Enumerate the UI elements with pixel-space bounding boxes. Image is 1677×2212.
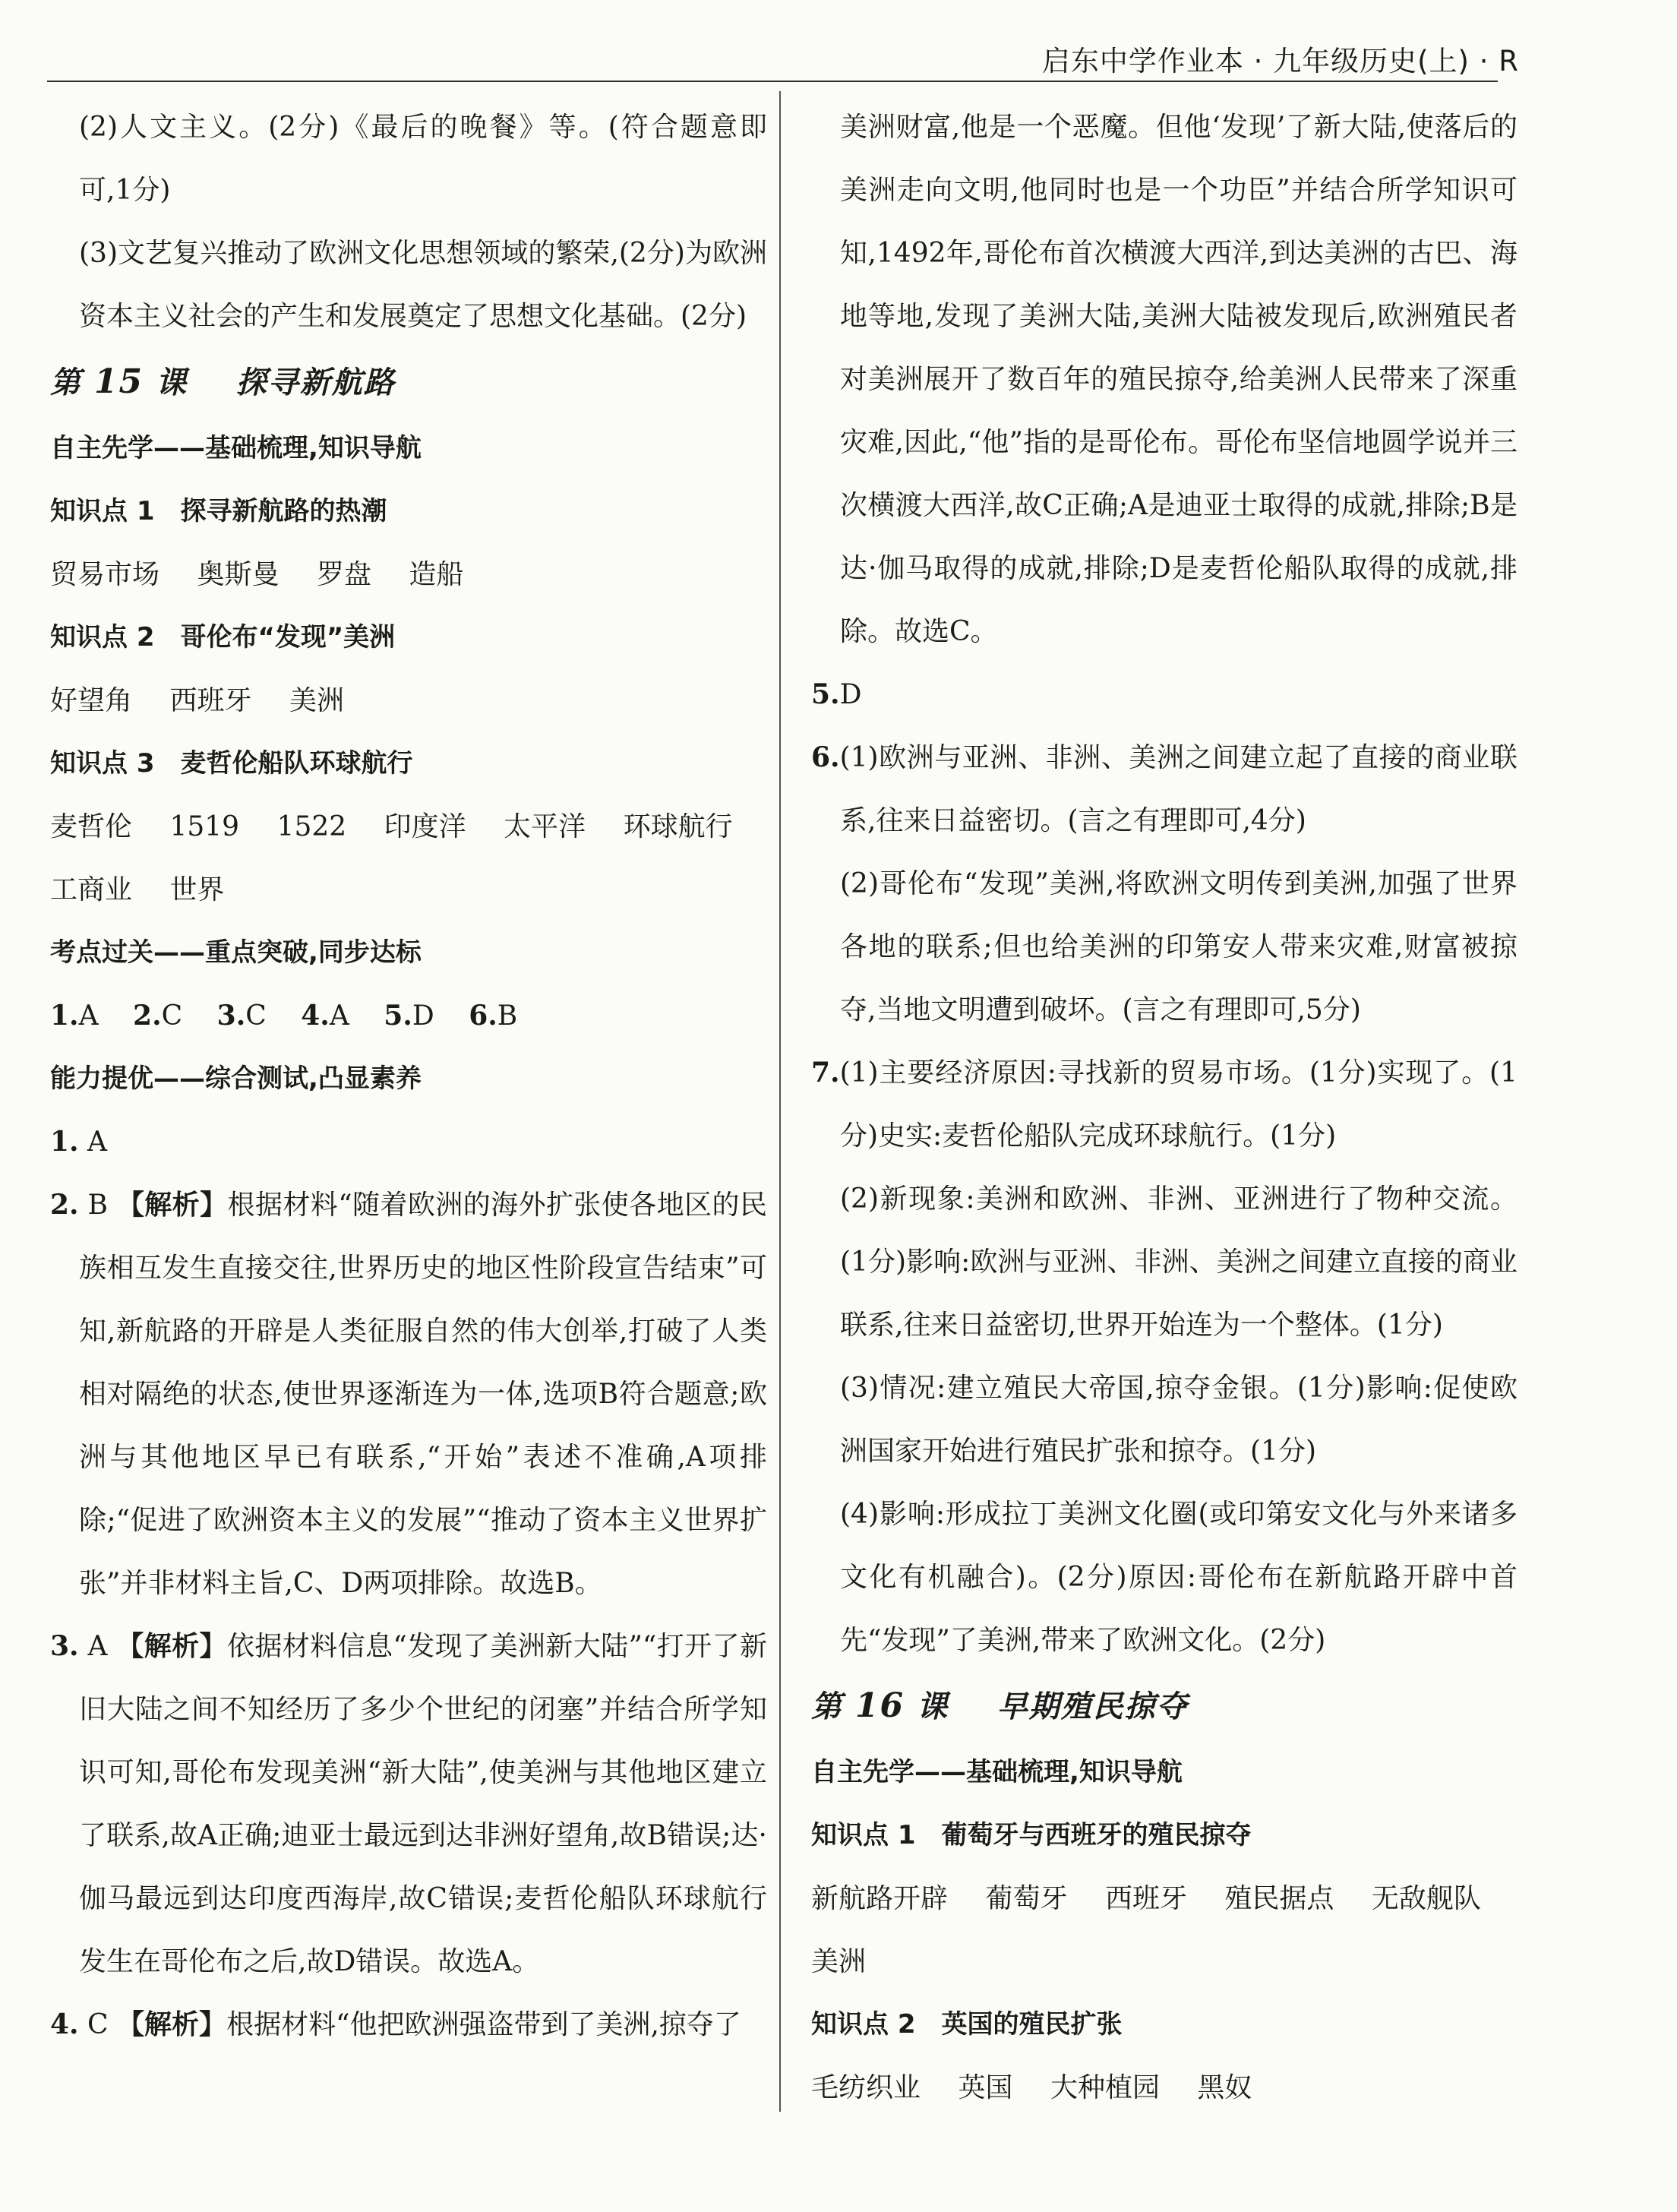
kp3-terms-line-2 — [50, 858, 767, 921]
term: 葡萄牙 — [985, 1883, 1068, 1914]
answer-item — [133, 1000, 182, 1032]
lesson-15-heading — [50, 348, 767, 417]
section-self-study: 自主先学——基础梳理,知识导航 — [50, 433, 422, 463]
section-exam-points: 考点过关——重点突破,同步达标 — [50, 937, 422, 968]
analysis-text: 根据材料“随着欧洲的海外扩张使各地区的民族相互发生直接交往,世界历史的地区性阶段宣告结束”可知,新航路的开辟是人类征服自然的伟大创举,打破了人类相对隔绝的状态,使世界逐渐连为一体,选项B符合题意;欧洲与其他地区早已有联系,“开始”表述不准确,A项排除;“促进了欧洲资本主义的发展”“推动了资本主义世界扩张”并非材料主旨,C、D两项排除。故选B。 — [79, 1190, 767, 1599]
column-divider — [779, 91, 781, 2112]
lesson-number: 15 — [93, 362, 144, 401]
ability-q1 — [50, 1111, 767, 1174]
left-column — [50, 96, 767, 2056]
ability-q7-1 — [811, 1041, 1518, 1168]
answer-letter: B — [497, 1000, 518, 1032]
term: 奥斯曼 — [197, 559, 280, 590]
ability-q4 — [50, 1993, 767, 2056]
analysis-label: 【解析】 — [117, 2009, 227, 2040]
knowledge-point-1: 知识点 1 葡萄牙与西班牙的殖民掠夺 — [811, 1820, 1252, 1850]
lesson-suffix: 课 — [917, 1689, 949, 1724]
answer-item — [469, 1000, 517, 1032]
term: 罗盘 — [316, 559, 371, 590]
question-answer: A — [87, 1127, 108, 1158]
question-answer: A — [87, 1631, 108, 1662]
question-number: 5. — [811, 678, 840, 710]
lesson-prefix: 第 — [50, 365, 82, 400]
question-number: 3. — [50, 1630, 79, 1662]
question-answer: D — [839, 679, 862, 710]
kp1-terms-line-2 — [811, 1930, 1518, 1993]
sub-answer: (1)主要经济原因:寻找新的贸易市场。(1分)实现了。(1分)史实:麦哲伦船队完成环球航行。(1分) — [839, 1057, 1518, 1152]
term: 造船 — [409, 559, 464, 590]
term: 麦哲伦 — [50, 811, 133, 842]
answer-number: 1. — [50, 1000, 79, 1032]
term: 贸易市场 — [50, 559, 160, 590]
answer-item — [384, 1000, 434, 1032]
ability-q4-continued: 美洲财富,他是一个恶魔。但他‘发现’了新大陆,使落后的美洲走向文明,他同时也是一个功臣”并结合所学知识可知,1492年,哥伦布首次横渡大西洋,到达美洲的古巴、海地等地,发现了美洲大陆,美洲大陆被发现后,欧洲殖民者对美洲展开了数百年的殖民掠夺,给美洲人民带来了深重灾难,因此,“他”指的是哥伦布。哥伦布坚信地圆学说并三次横渡大西洋,故C正确;A是迪亚士取得的成就,排除;B是达·伽马取得的成就,排除;D是麦哲伦船队取得的成就,排除。故选C。 — [840, 112, 1518, 647]
lesson-number: 16 — [854, 1686, 905, 1725]
kp3-terms-line-1 — [50, 795, 767, 858]
analysis-label: 【解析】 — [116, 1190, 228, 1221]
right-column — [811, 96, 1518, 2119]
answer-letter: D — [412, 1000, 434, 1032]
section-self-study: 自主先学——基础梳理,知识导航 — [811, 1757, 1183, 1787]
knowledge-point-2: 知识点 2 哥伦布“发现”美洲 — [50, 622, 396, 653]
term: 大种植园 — [1050, 2072, 1160, 2103]
answer-letter: A — [78, 1000, 99, 1032]
term: 黑奴 — [1197, 2072, 1252, 2103]
page-header-title: 启东中学作业本 · 九年级历史(上) · R — [1041, 45, 1519, 77]
ability-q5 — [811, 663, 1518, 726]
sub-answer: (1)欧洲与亚洲、非洲、美洲之间建立起了直接的商业联系,往来日益密切。(言之有理即可,4分) — [839, 742, 1518, 836]
term: 环球航行 — [623, 811, 733, 842]
kp1-terms — [50, 543, 767, 606]
header-rule — [47, 81, 1498, 82]
ability-q7-2: (2)新现象:美洲和欧洲、非洲、亚洲进行了物种交流。(1分)影响:欧洲与亚洲、非洲、美洲之间建立直接的商业联系,往来日益密切,世界开始连为一个整体。(1分) — [840, 1183, 1518, 1341]
question-number: 2. — [50, 1189, 79, 1221]
analysis-label: 【解析】 — [116, 1631, 227, 1662]
answer-letter: A — [329, 1000, 349, 1032]
term: 好望角 — [50, 685, 133, 716]
term: 世界 — [169, 874, 225, 905]
term: 西班牙 — [1104, 1883, 1187, 1914]
section-ability: 能力提优——综合测试,凸显素养 — [50, 1063, 422, 1094]
answer-letter: C — [161, 1000, 183, 1032]
kp1-terms-line-1 — [811, 1867, 1518, 1930]
lesson-title: 探寻新航路 — [235, 365, 396, 400]
question-number: 4. — [50, 2008, 79, 2040]
term: 毛纺织业 — [811, 2072, 921, 2103]
knowledge-point-2: 知识点 2 英国的殖民扩张 — [811, 2009, 1123, 2040]
knowledge-point-1: 知识点 1 探寻新航路的热潮 — [50, 496, 387, 526]
term: 英国 — [958, 2072, 1013, 2103]
answer-number: 5. — [384, 1000, 412, 1032]
term: 无敌舰队 — [1371, 1883, 1481, 1914]
term: 新航路开辟 — [811, 1883, 949, 1914]
answer-item — [301, 1000, 349, 1032]
term: 太平洋 — [504, 811, 586, 842]
ability-q7-3: (3)情况:建立殖民大帝国,掠夺金银。(1分)影响:促使欧洲国家开始进行殖民扩张和掠夺。(1分) — [840, 1373, 1518, 1467]
ability-q6-2: (2)哥伦布“发现”美洲,将欧洲文明传到美洲,加强了世界各地的联系;但也给美洲的印第安人带来灾难,财富被掠夺,当地文明遭到破坏。(言之有理即可,5分) — [840, 868, 1518, 1025]
answer-key-row — [50, 984, 767, 1048]
kp2-terms — [50, 669, 767, 732]
term: 美洲 — [811, 1946, 867, 1977]
answer-number: 3. — [216, 1000, 246, 1032]
term: 印度洋 — [384, 811, 466, 842]
ability-q7-4: (4)影响:形成拉丁美洲文化圈(或印第安文化与外来诸多文化有机融合)。(2分)原因:哥伦布在新航路开辟中首先“发现”了美洲,带来了欧洲文化。(2分) — [840, 1499, 1518, 1656]
ability-q6-1 — [811, 726, 1518, 852]
kp2-terms — [811, 2056, 1518, 2119]
term: 工商业 — [50, 874, 133, 905]
question-number: 1. — [50, 1126, 79, 1158]
term: 1519 — [169, 811, 240, 842]
question-answer: C — [87, 2009, 109, 2040]
answer-item — [217, 1000, 267, 1032]
term: 殖民据点 — [1224, 1883, 1334, 1914]
answer-number: 4. — [301, 1000, 330, 1032]
question-number: 7. — [811, 1057, 840, 1089]
analysis-text: 根据材料“他把欧洲强盗带到了美洲,掠夺了 — [226, 2009, 741, 2040]
lesson-title: 早期殖民掠夺 — [996, 1689, 1189, 1724]
answer-item — [50, 1000, 99, 1032]
answer-14-2: (2)人文主义。(2分)《最后的晚餐》等。(符合题意即可,1分) — [79, 112, 767, 206]
ability-q2 — [50, 1174, 767, 1615]
answer-number: 6. — [469, 1000, 497, 1032]
answer-letter: C — [245, 1000, 267, 1032]
lesson-16-heading — [811, 1672, 1518, 1741]
answer-14-3: (3)文艺复兴推动了欧洲文化思想领域的繁荣,(2分)为欧洲资本主义社会的产生和发展奠定了思想文化基础。(2分) — [79, 238, 767, 332]
lesson-prefix: 第 — [811, 1689, 843, 1724]
answer-number: 2. — [133, 1000, 162, 1032]
question-number: 6. — [811, 741, 840, 773]
analysis-text: 依据材料信息“发现了美洲新大陆”“打开了新旧大陆之间不知经历了多少个世纪的闭塞”并结合所学知识可知,哥伦布发现美洲“新大陆”,使美洲与其他地区建立了联系,故A正确;迪亚士最远到达非洲好望角,故B错误;达·伽马最远到达印度西海岸,故C错误;麦哲伦船队环球航行发生在哥伦布之后,故D错误。故选A。 — [79, 1631, 767, 1977]
question-answer: B — [87, 1190, 108, 1221]
term: 1522 — [276, 811, 347, 842]
term: 美洲 — [289, 685, 344, 716]
term: 西班牙 — [169, 685, 252, 716]
knowledge-point-3: 知识点 3 麦哲伦船队环球航行 — [50, 748, 413, 779]
ability-q3 — [50, 1615, 767, 1993]
lesson-suffix: 课 — [156, 365, 188, 400]
